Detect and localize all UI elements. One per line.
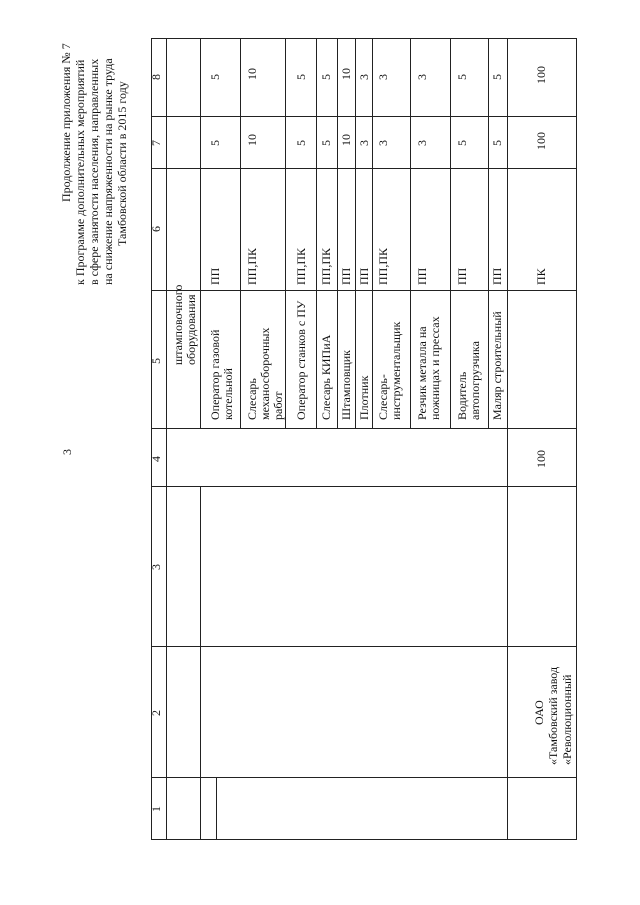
row2-prof-3: работ	[271, 391, 285, 420]
row1-c7: 5	[208, 140, 222, 146]
row3-c7: 5	[294, 140, 308, 146]
row7-type: ПП,ПК	[376, 247, 390, 285]
row3-type: ПП,ПК	[294, 247, 308, 285]
org-line-3: «Революционный	[560, 674, 574, 765]
row1-prof-1: Оператор газовой	[208, 329, 222, 420]
row4-c8: 5	[319, 74, 333, 80]
row4-type: ПП,ПК	[319, 247, 333, 285]
row5-prof: Штамповщик	[339, 350, 353, 420]
row8-prof-1: Резчик металла на	[415, 326, 429, 420]
row7-c7: 3	[376, 140, 390, 146]
row8-c7: 3	[415, 140, 429, 146]
row7-prof-1: Слесарь-	[376, 374, 390, 420]
col5-continuation-1: штамповочного	[171, 284, 185, 365]
total-c8: 100	[534, 66, 548, 84]
col-num-2: 2	[149, 710, 163, 716]
row8-c8: 3	[415, 74, 429, 80]
row10-c7: 5	[490, 140, 504, 146]
row9-type: ПП	[455, 267, 469, 285]
row2-c8: 10	[245, 68, 259, 80]
header-line-2: к Программе дополнительных мероприятий	[73, 59, 87, 285]
row5-c7: 10	[339, 134, 353, 146]
page-number: 3	[60, 449, 74, 455]
row7-prof-2: инструментальщик	[389, 321, 403, 420]
row1-type: ПП	[208, 267, 222, 285]
row6-type: ПП	[357, 267, 371, 285]
row4-c7: 5	[319, 140, 333, 146]
row2-type: ПП,ПК	[245, 247, 259, 285]
header-line-4: на снижение напряженности на рынке труда	[101, 58, 115, 285]
row3-c8: 5	[294, 74, 308, 80]
col-num-3: 3	[149, 564, 163, 570]
row2-prof-2: механосборочных	[258, 327, 272, 420]
row1-c8: 5	[208, 74, 222, 80]
col-num-8: 8	[149, 74, 163, 80]
row10-type: ПП	[490, 267, 504, 285]
row10-prof: Маляр строительный	[490, 311, 504, 420]
row7-c8: 3	[376, 74, 390, 80]
col-num-1: 1	[149, 806, 163, 812]
row5-type: ПП	[339, 267, 353, 285]
row5-c8: 10	[339, 68, 353, 80]
header-line-1: Продолжение приложения № 7	[59, 43, 73, 202]
row9-c8: 5	[455, 74, 469, 80]
org-line-1: ОАО	[532, 700, 546, 725]
row2-prof-1: Слесарь	[245, 378, 259, 420]
row8-prof-2: ножницах и прессах	[428, 316, 442, 420]
row9-c7: 5	[455, 140, 469, 146]
col-num-7: 7	[149, 140, 163, 146]
row6-prof: Плотник	[357, 375, 371, 420]
total-c7: 100	[534, 132, 548, 150]
col4-value: 100	[534, 450, 548, 468]
row10-c8: 5	[490, 74, 504, 80]
total-type: ПК	[534, 268, 548, 285]
row9-prof-2: автопогрузчика	[468, 341, 482, 420]
row9-prof-1: Водитель	[455, 371, 469, 420]
row4-prof: Слесарь КИПиА	[319, 334, 333, 420]
row1-prof-2: котельной	[221, 368, 235, 420]
header-line-5: Тамбовской области в 2015 году	[115, 81, 129, 246]
org-line-2: «Тамбовский завод	[546, 666, 560, 765]
col5-continuation-2: оборудования	[184, 294, 198, 365]
row2-c7: 10	[245, 134, 259, 146]
col-num-5: 5	[149, 358, 163, 364]
row6-c8: 3	[357, 74, 371, 80]
row8-type: ПП	[415, 267, 429, 285]
col-num-6: 6	[149, 226, 163, 232]
header-line-3: в сфере занятости населения, направленных	[87, 58, 101, 285]
row6-c7: 3	[357, 140, 371, 146]
row3-prof: Оператор станков с ПУ	[294, 300, 308, 420]
col-num-4: 4	[149, 456, 163, 462]
